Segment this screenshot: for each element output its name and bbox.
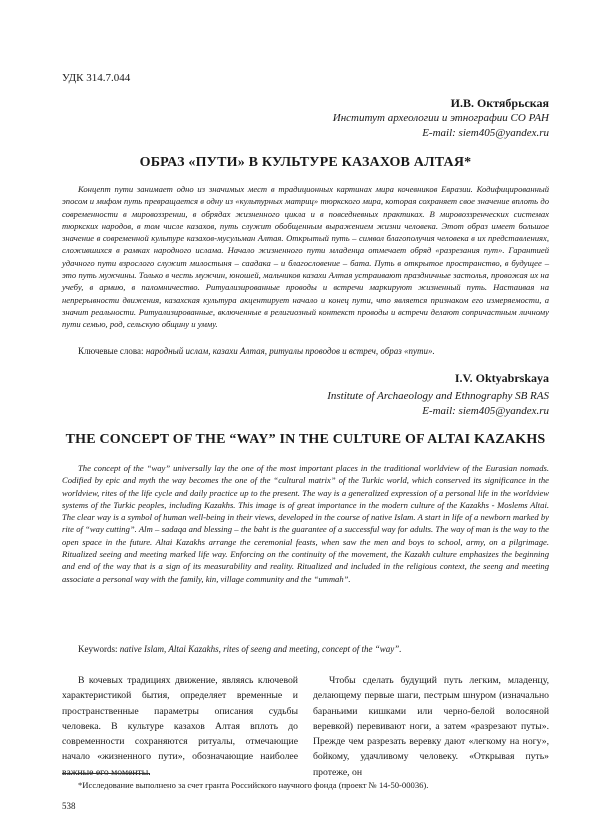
institute-ru: Институт археологии и этнографии СО РАН xyxy=(332,112,549,124)
body-column-left: В кочевых традициях движение, являясь ключевой характеристикой бытия, определяет временные и пространственные параметры описания судьбы человека. В культуре казахов Алтая вплоть до современности сохраняются ритуалы, отмечающие начало «жизненного пути», обозначающие наиболее важные его моменты. xyxy=(62,675,298,778)
footnote: *Исследование выполнено за счет гранта Российского научного фонда (проект № 14-50-00036). xyxy=(78,780,429,790)
author-ru: И.В. Октябрьская xyxy=(450,96,549,110)
footnote-rule xyxy=(62,773,150,774)
email-en: E-mail: siem405@yandex.ru xyxy=(422,405,549,417)
udk-code: УДК 314.7.044 xyxy=(62,72,131,84)
institute-en: Institute of Archaeology and Ethnography SB RAS xyxy=(327,390,549,402)
keywords-label-ru: Ключевые слова: xyxy=(78,346,146,356)
author-en: I.V. Oktyabrskaya xyxy=(454,371,549,385)
keywords-en xyxy=(62,644,549,654)
email-ru: E-mail: siem405@yandex.ru xyxy=(422,127,549,139)
keywords-list-ru: народный ислам, казахи Алтая, ритуалы проводов и встреч, образ «пути». xyxy=(145,346,435,356)
abstract-ru: Концепт пути занимает одно из значимых мест в традиционных картинах мира кочевников Евразии. Кодифицированный эпосом и мифом путь превращается в одну из «культурных матриц» тюркского мира, которая сохраняет свое значение вплоть до современности в мировоззрении, в обрядах жизненного цикла и в повседневных практиках. В мировоззренческих системах тюркских народов, в том числе казахов, путь служит обобщенным выражением жизни человека. Этот образ имеет большое значение в современной культуре казахов-мусульман Алтая. Открытый путь – символ благополучия человека в их представлениях, сложившихся в рамках народного ислама. Начало жизненного пути младенца отмечает обряд «разрезания пут». Гарантией удачного пути взрослого служит милостыня – саадака – и благословение – бата. Путь в открытое пространство, в будущее – это путь мужчины. Только в честь мужчин, юношей, мальчиков казахи Алтая устраивают праздничные застолья, провожая их на учебу, в армию, в паломничество. Ритуализированные проводы и встречи маркируют жизненный путь. Настаивая на непрерывности движения, казахская культура акцентирует начало и конец пути, что является признаком его измеряемости, а значит реальности. Ритуализированные, включенные в религиозный контекст проводы и встречи делают сопричастным личному пути семью, род, сельскую общину и умму. xyxy=(62,184,549,330)
body-column-right: Чтобы сделать будущий путь легким, младенцу, делающему первые шаги, пестрым шнуром (изначально бараньими кишками или черно-белой волосяной веревкой) перевивают ноги, а затем «разрезают путы». Прежде чем разрезать веревку дают «легкому на ногу», бойкому, удачливому человеку. «Открывая путь» протеже, он xyxy=(313,675,549,778)
title-ru: ОБРАЗ «ПУТИ» В КУЛЬТУРЕ КАЗАХОВ АЛТАЯ* xyxy=(139,155,472,170)
affiliation-en xyxy=(327,389,549,419)
keywords-label-en: Keywords: xyxy=(78,644,120,654)
keywords-ru xyxy=(62,346,549,356)
abstract-en: The concept of the “way” universally lay the one of the most important places in the traditional worldview of the Eurasian nomads. Codified by epic and myth the way becomes the one of the “cultural matrix” of the Turkic world, which conserved its significance in the worldview, rites of the life cycle and daily practice up to the present. The way is a generalized expression of a personal life in the worldview systems of the Turkic peoples, including Kazakhs. This image is of great importance in the modern culture of the Kazakhs - Moslems Altai. The clear way is a symbol of human well-being in their views, developed in the course of native Islam. A start in life of a newborn marked by rite of “way cutting”. Alm – sadaqa and blessing – the baht is the guarantee of a successful way for adults. The way of man is the way to the open space in the future. Altai Kazakhs arrange the ceremonial feasts, when saw the men and boys to school, army, on a pilgrimage. Ritualized seeing and meeting marked life way. Enforcing on the continuity of the movement, the Kazakh culture emphasizes the beginning and end of the way that is a sign of its measurability and reality. Ritualized and included in the religious context, the seeng and meeting associate a personal way with the family, kin, village community and the “ummah”. xyxy=(62,463,549,584)
affiliation-ru xyxy=(333,111,549,141)
page-number: 538 xyxy=(62,801,76,811)
keywords-list-en: native Islam, Altai Kazakhs, rites of seeng and meeting, concept of the “way”. xyxy=(119,644,402,654)
title-en: THE CONCEPT OF THE “WAY” IN THE CULTURE OF ALTAI KAZAKHS xyxy=(65,432,546,447)
